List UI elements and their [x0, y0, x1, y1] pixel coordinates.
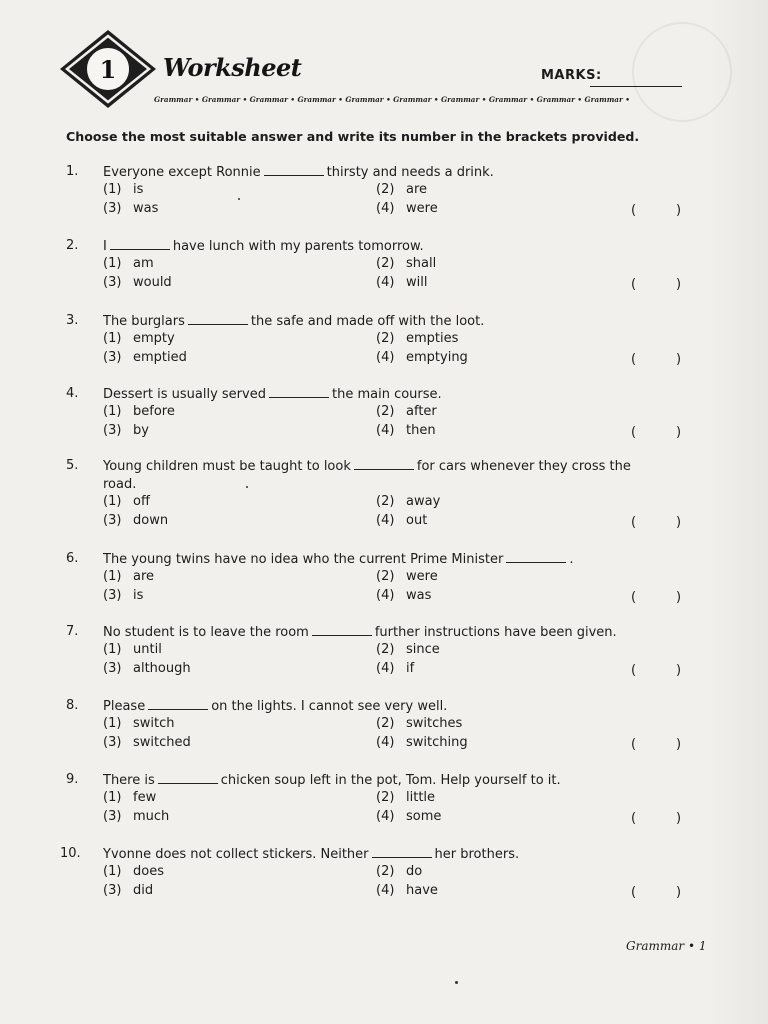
bracket-open: ( [631, 515, 637, 530]
bracket-close: ) [676, 885, 682, 900]
option-text: switches [406, 716, 463, 731]
answer-option [376, 809, 441, 824]
option-text: away [406, 494, 441, 509]
question-text-after: the safe and made off with the loot. [250, 314, 485, 329]
answer-option [376, 883, 438, 898]
option-text: after [406, 404, 437, 419]
option-text: would [133, 275, 172, 290]
option-text: switch [133, 716, 175, 731]
question-stem [103, 846, 703, 864]
answer-option [376, 275, 427, 290]
paper-speck [455, 981, 458, 984]
option-text: am [133, 256, 154, 271]
option-number: (4) [376, 423, 395, 438]
question-number: 10. [60, 846, 81, 861]
bracket-close: ) [676, 515, 682, 530]
question-text-before: Everyone except Ronnie [103, 165, 261, 180]
question-number: 9. [66, 772, 79, 787]
question-item [0, 551, 768, 621]
answer-blank[interactable] [188, 313, 248, 325]
option-text: since [406, 642, 440, 657]
question-number: 6. [66, 551, 79, 566]
question-text-after: chicken soup left in the pot, Tom. Help yourself to it. [220, 773, 561, 788]
question-text-after: have lunch with my parents tomorrow. [172, 239, 424, 254]
answer-option [103, 735, 191, 750]
answer-blank[interactable] [264, 164, 324, 176]
answer-bracket[interactable] [631, 277, 681, 292]
option-number: (3) [103, 661, 122, 676]
option-text: switching [406, 735, 468, 750]
option-number: (4) [376, 513, 395, 528]
answer-option [103, 588, 143, 603]
answer-option [376, 661, 414, 676]
bracket-close: ) [676, 663, 682, 678]
option-text: empty [133, 331, 175, 346]
question-text-before: Dessert is usually served [103, 387, 266, 402]
answer-option [376, 256, 436, 271]
option-number: (1) [103, 864, 122, 879]
answer-option [103, 809, 169, 824]
option-number: (4) [376, 275, 395, 290]
bracket-close: ) [676, 203, 682, 218]
paper-speck [246, 486, 248, 488]
question-item [0, 698, 768, 768]
answer-option [103, 513, 168, 528]
option-number: (2) [376, 331, 395, 346]
bracket-open: ( [631, 885, 637, 900]
option-number: (2) [376, 790, 395, 805]
option-text: were [406, 201, 438, 216]
option-number: (4) [376, 661, 395, 676]
answer-blank[interactable] [312, 624, 372, 636]
option-number: (1) [103, 182, 122, 197]
question-stem [103, 624, 703, 642]
question-number: 4. [66, 386, 79, 401]
option-text: is [133, 588, 144, 603]
paper-speck [238, 198, 240, 200]
question-stem [103, 772, 703, 790]
question-number: 3. [66, 313, 79, 328]
page-footer: Grammar • 1 [626, 939, 707, 953]
answer-option [103, 350, 187, 365]
option-number: (3) [103, 735, 122, 750]
option-number: (2) [376, 569, 395, 584]
answer-bracket[interactable] [631, 737, 681, 752]
question-item [0, 164, 768, 234]
question-item [0, 624, 768, 694]
option-text: few [133, 790, 157, 805]
bracket-close: ) [676, 277, 682, 292]
question-text-after: on the lights. I cannot see very well. [211, 699, 448, 714]
question-item [0, 846, 768, 916]
answer-option [376, 588, 431, 603]
option-number: (3) [103, 883, 122, 898]
question-number: 1. [66, 164, 79, 179]
answer-blank[interactable] [506, 551, 566, 563]
worksheet-number-badge [58, 28, 158, 110]
answer-blank[interactable] [148, 698, 208, 710]
answer-option [376, 735, 468, 750]
question-text-after: further instructions have been given. [374, 625, 617, 640]
option-number: (3) [103, 275, 122, 290]
option-text: down [133, 513, 169, 528]
answer-option [103, 864, 164, 879]
answer-bracket[interactable] [631, 811, 681, 826]
option-text: empties [406, 331, 459, 346]
option-number: (2) [376, 716, 395, 731]
option-text: off [133, 494, 150, 509]
question-number: 5. [66, 458, 79, 473]
option-number: (2) [376, 256, 395, 271]
option-text: were [406, 569, 438, 584]
answer-option [103, 790, 156, 805]
answer-bracket[interactable] [631, 203, 681, 218]
answer-option [376, 716, 462, 731]
question-item [0, 313, 768, 383]
bracket-open: ( [631, 203, 637, 218]
answer-bracket[interactable] [631, 425, 681, 440]
question-text-after: thirsty and needs a drink. [326, 165, 494, 180]
option-text: little [406, 790, 436, 805]
answer-blank[interactable] [372, 846, 432, 858]
option-text: much [133, 809, 170, 824]
option-number: (2) [376, 864, 395, 879]
answer-option [376, 423, 436, 438]
question-text-before: The burglars [103, 314, 185, 329]
answer-option [103, 494, 150, 509]
answer-option [103, 569, 154, 584]
question-text-before: There is [103, 773, 155, 788]
grammar-ribbon: Grammar • Grammar • Grammar • Grammar • Grammar • Grammar • Grammar • Grammar • Grammar • Grammar • [154, 95, 630, 104]
answer-option [376, 864, 422, 879]
bracket-open: ( [631, 352, 637, 367]
answer-option [376, 182, 427, 197]
question-stem [103, 458, 703, 494]
option-number: (1) [103, 569, 122, 584]
answer-option [376, 513, 427, 528]
answer-option [376, 404, 437, 419]
question-item [0, 458, 768, 528]
question-item [0, 238, 768, 308]
option-text: emptied [133, 350, 187, 365]
option-number: (1) [103, 642, 122, 657]
option-text: then [406, 423, 436, 438]
bracket-close: ) [676, 737, 682, 752]
option-number: (4) [376, 809, 395, 824]
bracket-open: ( [631, 590, 637, 605]
page-title: Worksheet [163, 53, 302, 82]
answer-option [103, 331, 175, 346]
option-text: emptying [406, 350, 468, 365]
question-number: 7. [66, 624, 79, 639]
answer-option [103, 256, 154, 271]
question-text-before: Yvonne does not collect stickers. Neither [103, 847, 369, 862]
answer-option [376, 790, 435, 805]
option-text: some [406, 809, 442, 824]
answer-blank[interactable] [158, 772, 218, 784]
option-text: will [406, 275, 428, 290]
question-stem [103, 238, 703, 256]
option-number: (2) [376, 642, 395, 657]
option-text: by [133, 423, 149, 438]
answer-option [103, 883, 153, 898]
option-number: (4) [376, 735, 395, 750]
option-number: (3) [103, 350, 122, 365]
bracket-open: ( [631, 663, 637, 678]
question-text-before: I [103, 239, 107, 254]
bracket-open: ( [631, 277, 637, 292]
answer-option [103, 642, 162, 657]
answer-bracket[interactable] [631, 590, 681, 605]
bleed-through-badge [632, 22, 732, 122]
question-text-after: . [569, 552, 574, 567]
question-text-before: Please [103, 699, 146, 714]
option-number: (2) [376, 404, 395, 419]
question-number: 2. [66, 238, 79, 253]
answer-option [376, 642, 440, 657]
option-number: (4) [376, 883, 395, 898]
bracket-open: ( [631, 811, 637, 826]
option-text: is [133, 182, 144, 197]
option-number: (2) [376, 494, 395, 509]
question-text-before: The young twins have no idea who the current Prime Minister [103, 552, 504, 567]
option-text: was [133, 201, 159, 216]
question-stem [103, 698, 703, 716]
option-number: (1) [103, 331, 122, 346]
answer-option [376, 494, 440, 509]
option-number: (1) [103, 256, 122, 271]
bracket-close: ) [676, 811, 682, 826]
answer-bracket[interactable] [631, 352, 681, 367]
answer-option [103, 423, 149, 438]
option-number: (4) [376, 588, 395, 603]
option-text: are [406, 182, 428, 197]
answer-bracket[interactable] [631, 515, 681, 530]
option-number: (1) [103, 494, 122, 509]
question-text-before: No student is to leave the room [103, 625, 309, 640]
question-number: 8. [66, 698, 79, 713]
question-stem [103, 313, 703, 331]
answer-option [103, 404, 175, 419]
option-number: (3) [103, 809, 122, 824]
question-text-after: the main course. [331, 387, 442, 402]
option-text: out [406, 513, 428, 528]
option-text: if [406, 661, 415, 676]
option-number: (1) [103, 790, 122, 805]
answer-blank[interactable] [110, 238, 170, 250]
question-text-after: her brothers. [434, 847, 520, 862]
option-number: (1) [103, 716, 122, 731]
option-number: (3) [103, 588, 122, 603]
option-number: (4) [376, 350, 395, 365]
option-text: did [133, 883, 154, 898]
instruction-text: Choose the most suitable answer and write its number in the brackets provided. [66, 129, 640, 144]
question-text-before: Young children must be taught to look [103, 459, 351, 474]
option-text: do [406, 864, 423, 879]
option-number: (2) [376, 182, 395, 197]
answer-bracket[interactable] [631, 663, 681, 678]
bracket-open: ( [631, 737, 637, 752]
answer-blank[interactable] [354, 458, 414, 470]
option-text: have [406, 883, 438, 898]
question-stem [103, 386, 703, 404]
marks-field[interactable] [590, 86, 682, 87]
answer-option [376, 331, 458, 346]
question-text-after: for cars whenever they cross the [416, 459, 631, 474]
worksheet-number: 1 [99, 54, 117, 84]
option-text: before [133, 404, 175, 419]
option-number: (1) [103, 404, 122, 419]
answer-option [103, 716, 175, 731]
marks-label: MARKS: [541, 68, 602, 83]
question-item [0, 772, 768, 842]
option-text: switched [133, 735, 191, 750]
question-item [0, 386, 768, 456]
question-stem [103, 164, 703, 182]
option-text: until [133, 642, 162, 657]
question-text-continued: road. [103, 477, 137, 492]
option-text: shall [406, 256, 437, 271]
option-number: (3) [103, 201, 122, 216]
option-text: are [133, 569, 155, 584]
question-stem [103, 551, 703, 569]
option-text: although [133, 661, 191, 676]
answer-blank[interactable] [269, 386, 329, 398]
bracket-close: ) [676, 352, 682, 367]
answer-option [376, 569, 438, 584]
bracket-close: ) [676, 590, 682, 605]
option-number: (3) [103, 423, 122, 438]
bracket-open: ( [631, 425, 637, 440]
bracket-close: ) [676, 425, 682, 440]
option-number: (3) [103, 513, 122, 528]
answer-option [103, 182, 143, 197]
answer-option [103, 661, 191, 676]
option-text: does [133, 864, 164, 879]
answer-option [376, 350, 468, 365]
answer-bracket[interactable] [631, 885, 681, 900]
option-number: (4) [376, 201, 395, 216]
answer-option [103, 275, 172, 290]
option-text: was [406, 588, 432, 603]
answer-option [376, 201, 438, 216]
answer-option [103, 201, 158, 216]
